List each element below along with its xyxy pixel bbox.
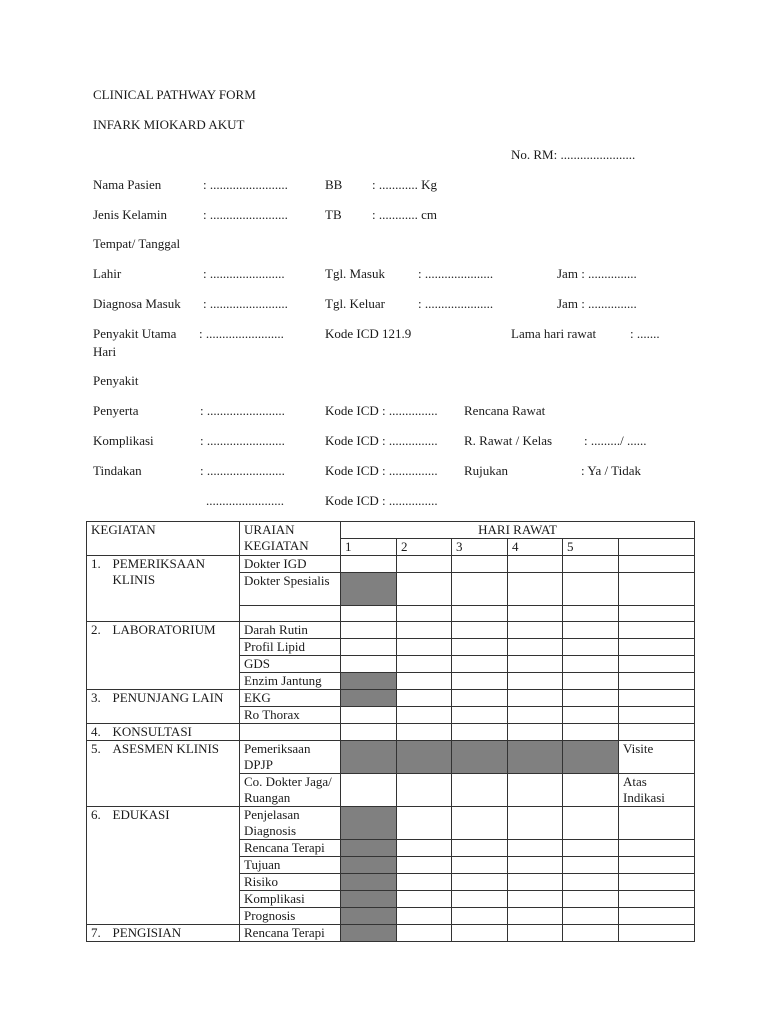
jenis-kelamin-label: Jenis Kelamin: [93, 207, 168, 222]
section-number: 2.: [87, 622, 109, 690]
uraian-cell: Tujuan: [240, 857, 341, 874]
day-cell: [563, 925, 619, 942]
bb-label: BB: [325, 177, 343, 192]
table-row: [87, 807, 695, 840]
day-cell: [341, 774, 397, 807]
day-cell: [341, 622, 397, 639]
uraian-cell: EKG: [240, 690, 341, 707]
day-cell: [397, 673, 452, 690]
diagnosa-masuk-label: Diagnosa Masuk: [93, 296, 181, 311]
tgl-keluar-value: : .....................: [418, 296, 494, 311]
day-cell: [563, 556, 619, 573]
kode-icd-komplikasi: Kode ICD : ...............: [325, 433, 438, 448]
day-cell-shaded: [341, 573, 397, 606]
section-number: 3.: [87, 690, 109, 724]
uraian-header: URAIAN KEGIATAN: [240, 522, 341, 556]
day-cell-shaded: [341, 908, 397, 925]
day-cell: [452, 925, 508, 942]
tb-label: TB: [325, 207, 342, 222]
section-number: 4.: [87, 724, 109, 741]
notes-cell: [619, 707, 695, 724]
day-cell: [397, 925, 452, 942]
notes-header: [619, 539, 695, 556]
day-cell: [452, 606, 508, 622]
pathway-table: [86, 521, 695, 942]
day-cell: [563, 774, 619, 807]
day-cell: [452, 891, 508, 908]
day-cell: [397, 707, 452, 724]
notes-cell: [619, 673, 695, 690]
header-row: [87, 522, 695, 539]
day-cell: [563, 673, 619, 690]
day-cell: [508, 874, 563, 891]
day-cell: [341, 724, 397, 741]
section-name: LABORATORIUM: [109, 622, 240, 690]
day-cell: [341, 556, 397, 573]
form-title: CLINICAL PATHWAY FORM: [93, 87, 256, 102]
day-cell: [563, 724, 619, 741]
day-cell: [508, 707, 563, 724]
lama-hari-rawat-label: Lama hari rawat: [511, 326, 597, 341]
tgl-keluar-label: Tgl. Keluar: [325, 296, 385, 311]
notes-cell: [619, 556, 695, 573]
section-name: PENUNJANG LAIN: [109, 690, 240, 724]
kode-icd-main: Kode ICD 121.9: [325, 326, 412, 341]
day-cell: [508, 656, 563, 673]
day-cell: [508, 573, 563, 606]
kode-icd-penyerta: Kode ICD : ...............: [325, 403, 438, 418]
section-name: KONSULTASI: [109, 724, 240, 741]
lahir-label: Lahir: [93, 266, 122, 281]
tempat-tanggal-label: Tempat/ Tanggal: [93, 236, 181, 251]
notes-cell: [619, 807, 695, 840]
jenis-kelamin-value: : ........................: [203, 207, 288, 222]
day-cell: [397, 556, 452, 573]
day-2-header: 2: [397, 539, 452, 556]
day-cell: [563, 908, 619, 925]
day-cell: [397, 908, 452, 925]
kode-icd-tindakan: Kode ICD : ...............: [325, 463, 438, 478]
day-cell: [452, 908, 508, 925]
day-cell: [452, 840, 508, 857]
day-cell: [397, 774, 452, 807]
day-cell: [397, 639, 452, 656]
nama-pasien-value: : ........................: [203, 177, 288, 192]
diagnosa-masuk-value: : ........................: [203, 296, 288, 311]
notes-cell: [619, 908, 695, 925]
day-cell: [452, 874, 508, 891]
notes-cell: [619, 925, 695, 942]
penyakit-utama-value: : ........................: [199, 326, 284, 341]
day-1-header: 1: [341, 539, 397, 556]
penyakit-label: Penyakit: [93, 373, 139, 388]
penyakit-utama-label: Penyakit Utama: [93, 326, 177, 341]
day-cell-shaded: [563, 741, 619, 774]
day-cell: [397, 622, 452, 639]
no-rm-field: No. RM: .......................: [511, 147, 636, 162]
notes-cell: [619, 724, 695, 741]
atas-indikasi-note: Atas Indikasi: [619, 774, 695, 807]
hari-label: Hari: [93, 344, 117, 359]
day-cell: [452, 622, 508, 639]
day-cell: [508, 690, 563, 707]
day-cell: [452, 573, 508, 606]
day-cell: [452, 724, 508, 741]
section-number: 5.: [87, 741, 109, 807]
day-cell: [563, 807, 619, 840]
uraian-cell: Dokter IGD: [240, 556, 341, 573]
table-row: [87, 622, 695, 639]
day-5-header: 5: [563, 539, 619, 556]
day-cell: [563, 857, 619, 874]
table-row: [87, 925, 695, 942]
jam-masuk-field: Jam : ...............: [557, 266, 637, 281]
section-number: 1.: [87, 556, 109, 622]
day-cell: [508, 556, 563, 573]
day-cell: [452, 673, 508, 690]
notes-cell: [619, 891, 695, 908]
day-cell: [452, 707, 508, 724]
day-cell: [563, 622, 619, 639]
hari-rawat-header: HARI RAWAT: [341, 522, 695, 539]
lahir-value: : .......................: [203, 266, 285, 281]
day-cell-shaded: [341, 741, 397, 774]
day-cell-shaded: [341, 891, 397, 908]
tindakan-value: : ........................: [200, 463, 285, 478]
day-cell-shaded: [508, 741, 563, 774]
day-cell: [563, 573, 619, 606]
uraian-cell: Enzim Jantung: [240, 673, 341, 690]
tb-value: : ............ cm: [372, 207, 437, 222]
section-name: PENGISIAN: [109, 925, 240, 942]
day-cell: [508, 774, 563, 807]
uraian-cell: Co. Dokter Jaga/ Ruangan: [240, 774, 341, 807]
section-name: PEMERIKSAAN KLINIS: [109, 556, 240, 622]
table-row: [87, 724, 695, 741]
komplikasi-label: Komplikasi: [93, 433, 154, 448]
day-cell: [563, 840, 619, 857]
tindakan-label: Tindakan: [93, 463, 142, 478]
komplikasi-value: : ........................: [200, 433, 285, 448]
day-cell: [452, 656, 508, 673]
visite-note: Visite: [619, 741, 695, 774]
day-cell-shaded: [341, 840, 397, 857]
tgl-masuk-value: : .....................: [418, 266, 494, 281]
day-cell: [452, 690, 508, 707]
day-cell-shaded: [341, 673, 397, 690]
section-number: 7.: [87, 925, 109, 942]
day-cell: [341, 606, 397, 622]
notes-cell: [619, 639, 695, 656]
notes-cell: [619, 874, 695, 891]
day-cell: [397, 807, 452, 840]
day-cell: [508, 908, 563, 925]
rujukan-value: : Ya / Tidak: [581, 463, 641, 478]
day-4-header: 4: [508, 539, 563, 556]
day-3-header: 3: [452, 539, 508, 556]
day-cell: [397, 724, 452, 741]
section-number: 6.: [87, 807, 109, 925]
uraian-cell: [240, 606, 341, 622]
tgl-masuk-label: Tgl. Masuk: [325, 266, 385, 281]
day-cell-shaded: [397, 741, 452, 774]
section-name: ASESMEN KLINIS: [109, 741, 240, 807]
kegiatan-header: KEGIATAN: [87, 522, 240, 556]
day-cell: [341, 707, 397, 724]
day-cell: [508, 724, 563, 741]
day-cell: [452, 639, 508, 656]
rujukan-label: Rujukan: [464, 463, 509, 478]
table-row: [87, 741, 695, 774]
form-subtitle: INFARK MIOKARD AKUT: [93, 117, 245, 132]
day-cell: [508, 807, 563, 840]
day-cell-shaded: [452, 741, 508, 774]
uraian-cell: Darah Rutin: [240, 622, 341, 639]
uraian-cell: GDS: [240, 656, 341, 673]
jam-keluar-field: Jam : ...............: [557, 296, 637, 311]
day-cell: [452, 857, 508, 874]
day-cell-shaded: [341, 874, 397, 891]
day-cell: [341, 639, 397, 656]
day-cell-shaded: [341, 807, 397, 840]
uraian-cell: Komplikasi: [240, 891, 341, 908]
day-cell: [508, 622, 563, 639]
day-cell: [397, 874, 452, 891]
uraian-cell: Rencana Terapi: [240, 925, 341, 942]
notes-cell: [619, 622, 695, 639]
uraian-cell: Rencana Terapi: [240, 840, 341, 857]
table-row: [87, 556, 695, 573]
notes-cell: [619, 840, 695, 857]
uraian-cell: Ro Thorax: [240, 707, 341, 724]
day-cell: [452, 556, 508, 573]
day-cell: [397, 573, 452, 606]
day-cell: [508, 857, 563, 874]
notes-cell: [619, 606, 695, 622]
lama-hari-rawat-value: : .......: [630, 326, 660, 341]
notes-cell: [619, 690, 695, 707]
day-cell: [397, 656, 452, 673]
penyerta-label: Penyerta: [93, 403, 139, 418]
day-cell: [397, 840, 452, 857]
uraian-cell: Pemeriksaan DPJP: [240, 741, 341, 774]
section-name: EDUKASI: [109, 807, 240, 925]
uraian-cell: Dokter Spesialis: [240, 573, 341, 606]
nama-pasien-label: Nama Pasien: [93, 177, 162, 192]
r-rawat-kelas-value: : ........./ ......: [584, 433, 647, 448]
day-cell: [563, 891, 619, 908]
table-row: [87, 690, 695, 707]
day-cell: [563, 874, 619, 891]
day-cell: [563, 690, 619, 707]
day-cell: [341, 656, 397, 673]
uraian-cell: Profil Lipid: [240, 639, 341, 656]
day-cell: [563, 707, 619, 724]
day-cell: [397, 606, 452, 622]
bb-value: : ............ Kg: [372, 177, 437, 192]
uraian-cell: Prognosis: [240, 908, 341, 925]
notes-cell: [619, 573, 695, 606]
day-cell-shaded: [341, 690, 397, 707]
uraian-cell: Penjelasan Diagnosis: [240, 807, 341, 840]
penyerta-value: : ........................: [200, 403, 285, 418]
day-cell: [397, 891, 452, 908]
kode-icd-extra: Kode ICD : ...............: [325, 493, 438, 508]
day-cell: [397, 857, 452, 874]
day-cell-shaded: [341, 857, 397, 874]
day-cell: [452, 774, 508, 807]
day-cell: [508, 840, 563, 857]
day-cell: [563, 656, 619, 673]
day-cell-shaded: [341, 925, 397, 942]
day-cell: [508, 673, 563, 690]
day-cell: [397, 690, 452, 707]
day-cell: [508, 639, 563, 656]
uraian-cell: Risiko: [240, 874, 341, 891]
notes-cell: [619, 656, 695, 673]
extra-value: ........................: [206, 493, 284, 508]
day-cell: [508, 606, 563, 622]
day-cell: [508, 891, 563, 908]
day-cell: [563, 606, 619, 622]
notes-cell: [619, 857, 695, 874]
day-cell: [452, 807, 508, 840]
day-cell: [508, 925, 563, 942]
uraian-cell: [240, 724, 341, 741]
r-rawat-kelas-label: R. Rawat / Kelas: [464, 433, 553, 448]
day-cell: [563, 639, 619, 656]
rencana-rawat-label: Rencana Rawat: [464, 403, 546, 418]
